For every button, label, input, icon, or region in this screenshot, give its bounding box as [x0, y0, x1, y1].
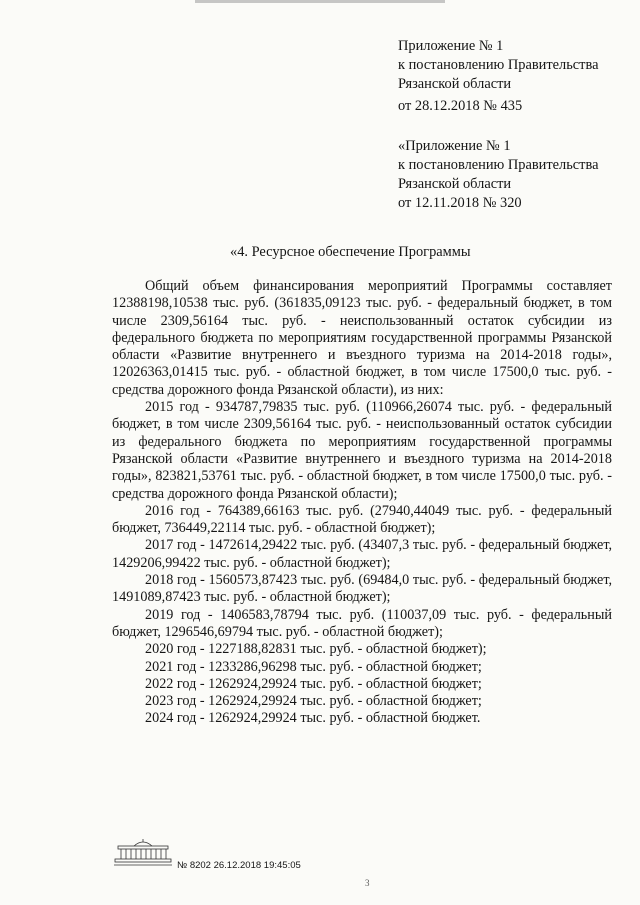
government-building-stamp-icon	[112, 838, 174, 868]
appendix-line: Рязанской области	[398, 176, 512, 192]
line-2020: 2020 год - 1227188,82831 тыс. руб. - областной бюджет);	[145, 641, 487, 658]
section-title: «4. Ресурсное обеспечение Программы	[230, 244, 471, 260]
appendix-header	[398, 37, 634, 213]
appendix-date: от 12.11.2018 № 320	[398, 195, 522, 211]
document-body	[112, 278, 612, 728]
page-mark: 3	[365, 878, 370, 888]
paragraph-2015: 2015 год - 934787,79835 тыс. руб. (110966,26074 тыс. руб. - федеральный бюджет, в том числе 2309,56164 тыс. руб. - неиспользованный остаток субсидии из федерального бюджета по мероприятиям государственной программы Рязанской области «Развитие внутреннего и въездного туризма на 2014-2018 годы», 823821,53761 тыс. руб. - областной бюджет, в том числе 17500,0 тыс. руб. - средства дорожного фонда Рязанской области);	[112, 399, 612, 502]
paragraph-2016: 2016 год - 764389,66163 тыс. руб. (27940,44049 тыс. руб. - федеральный бюджет, 736449,22114 тыс. руб. - областной бюджет);	[112, 502, 612, 537]
paragraph-2017: 2017 год - 1472614,29422 тыс. руб. (43407,3 тыс. руб. - федеральный бюджет, 1429206,99422 тыс. руб. - областной бюджет);	[112, 537, 612, 571]
line-2024: 2024 год - 1262924,29924 тыс. руб. - областной бюджет.	[145, 710, 481, 727]
line-2021: 2021 год - 1233286,96298 тыс. руб. - областной бюджет;	[145, 658, 482, 675]
line-2023: 2023 год - 1262924,29924 тыс. руб. - областной бюджет;	[145, 693, 482, 710]
appendix-line: к постановлению Правительства	[398, 157, 599, 173]
registration-stamp: № 8202 26.12.2018 19:45:05	[177, 860, 301, 871]
paragraph-2018: 2018 год - 1560573,87423 тыс. руб. (69484,0 тыс. руб. - федеральный бюджет, 1491089,87423 тыс. руб. - областной бюджет);	[112, 572, 612, 606]
paragraph-intro: Общий объем финансирования мероприятий Программы составляет 12388198,10538 тыс. руб. (361835,09123 тыс. руб. - федеральный бюджет, в том числе 2309,56164 тыс. руб. - неиспользованный остаток субсидии из федерального бюджета по мероприятиям государственной программы Рязанской области «Развитие внутреннего и въездного туризма на 2014-2018 годы», 12026363,01415 тыс. руб. - областной бюджет, в том числе 17500,0 тыс. руб. - средства дорожного фонда Рязанской области), из них:	[112, 278, 612, 398]
appendix-line: к постановлению Правительства	[398, 57, 599, 73]
line-2022: 2022 год - 1262924,29924 тыс. руб. - областной бюджет;	[145, 675, 482, 692]
appendix-line: Рязанской области	[398, 76, 512, 92]
registration-footer	[112, 838, 612, 888]
appendix-title: Приложение № 1	[398, 38, 504, 54]
appendix-date: от 28.12.2018 № 435	[398, 98, 523, 114]
paragraph-2019: 2019 год - 1406583,78794 тыс. руб. (110037,09 тыс. руб. - федеральный бюджет, 1296546,69794 тыс. руб. - областной бюджет);	[112, 606, 612, 640]
scan-artifact	[195, 0, 445, 3]
appendix-title-quoted: «Приложение № 1	[398, 138, 511, 154]
